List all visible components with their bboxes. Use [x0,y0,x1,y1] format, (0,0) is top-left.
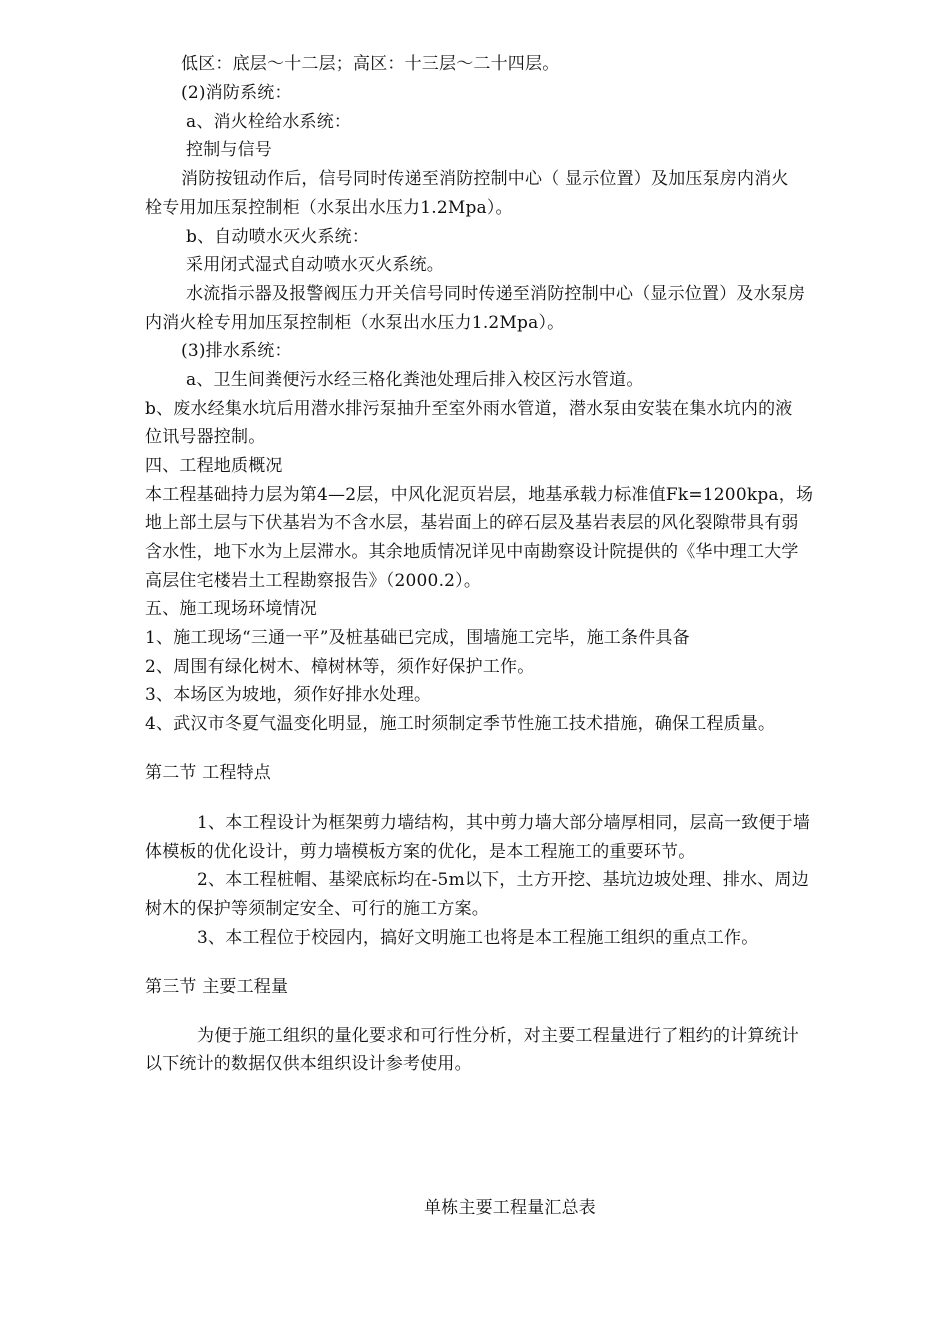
list-item: 4、武汉市冬夏气温变化明显，施工时须制定季节性施工技术措施，确保工程质量。 [145,714,776,734]
text-line: 含水性，地下水为上层滞水。其余地质情况详见中南勘察设计院提供的《华中理工大学 [145,542,799,562]
text-line: 消防按钮动作后，信号同时传递至消防控制中心（ 显示位置）及加压泵房内消火 [181,169,789,189]
text-line: 树木的保护等须制定安全、可行的施工方案。 [145,899,489,919]
text-line: b、废水经集水坑后用潜水排污泵抽升至室外雨水管道，潜水泵由安装在集水坑内的液 [145,399,793,419]
text-line: 栓专用加压泵控制柜（水泵出水压力1.2Mpa）。 [145,198,513,218]
text-line: a、消火栓给水系统： [186,112,352,132]
text-line: b、自动喷水灭火系统： [186,227,370,247]
text-line: 2、本工程桩帽、基梁底标均在-5m以下，土方开挖、基坑边坡处理、排水、周边 [197,870,809,890]
table-title: 单栋主要工程量汇总表 [424,1198,596,1218]
text-line: 采用闭式湿式自动喷水灭火系统。 [186,255,444,275]
text-line: (3)排水系统： [181,341,292,361]
section-heading: 第三节 主要工程量 [145,977,289,997]
list-item: 2、周围有绿化树木、樟树林等，须作好保护工作。 [145,657,535,677]
text-line: 以下统计的数据仅供本组织设计参考使用。 [145,1054,472,1074]
list-item: 1、施工现场“三通一平”及桩基础已完成，围墙施工完毕，施工条件具备 [145,628,690,648]
text-line: a、卫生间粪便污水经三格化粪池处理后排入校区污水管道。 [186,370,644,390]
section-heading: 四、工程地质概况 [145,456,283,476]
text-line: 本工程基础持力层为第4—2层，中风化泥页岩层，地基承载力标准值Fk=1200kpa，场 [145,485,814,505]
section-heading: 第二节 工程特点 [145,763,272,783]
text-line: 体模板的优化设计，剪力墙模板方案的优化，是本工程施工的重要环节。 [145,842,696,862]
text-line: 位讯号器控制。 [145,427,266,447]
section-heading: 五、施工现场环境情况 [145,599,317,619]
text-line: 高层住宅楼岩土工程勘察报告》（2000.2）。 [145,571,482,591]
text-line: 控制与信号 [186,140,272,160]
text-line: (2)消防系统： [181,83,292,103]
list-item: 3、本场区为坡地，须作好排水处理。 [145,685,432,705]
text-line: 为便于施工组织的量化要求和可行性分析，对主要工程量进行了粗约的计算统计 [197,1026,799,1046]
text-line: 内消火栓专用加压泵控制柜（水泵出水压力1.2Mpa）。 [145,313,565,333]
text-line: 3、本工程位于校园内，搞好文明施工也将是本工程施工组织的重点工作。 [197,928,759,948]
text-line: 水流指示器及报警阀压力开关信号同时传递至消防控制中心（显示位置）及水泵房 [186,284,806,304]
text-line: 低区：底层～十二层；高区：十三层～二十四层。 [181,54,560,74]
text-line: 地上部土层与下伏基岩为不含水层，基岩面上的碎石层及基岩表层的风化裂隙带具有弱 [145,513,799,533]
text-line: 1、本工程设计为框架剪力墙结构，其中剪力墙大部分墙厚相同，层高一致便于墙 [197,813,811,833]
